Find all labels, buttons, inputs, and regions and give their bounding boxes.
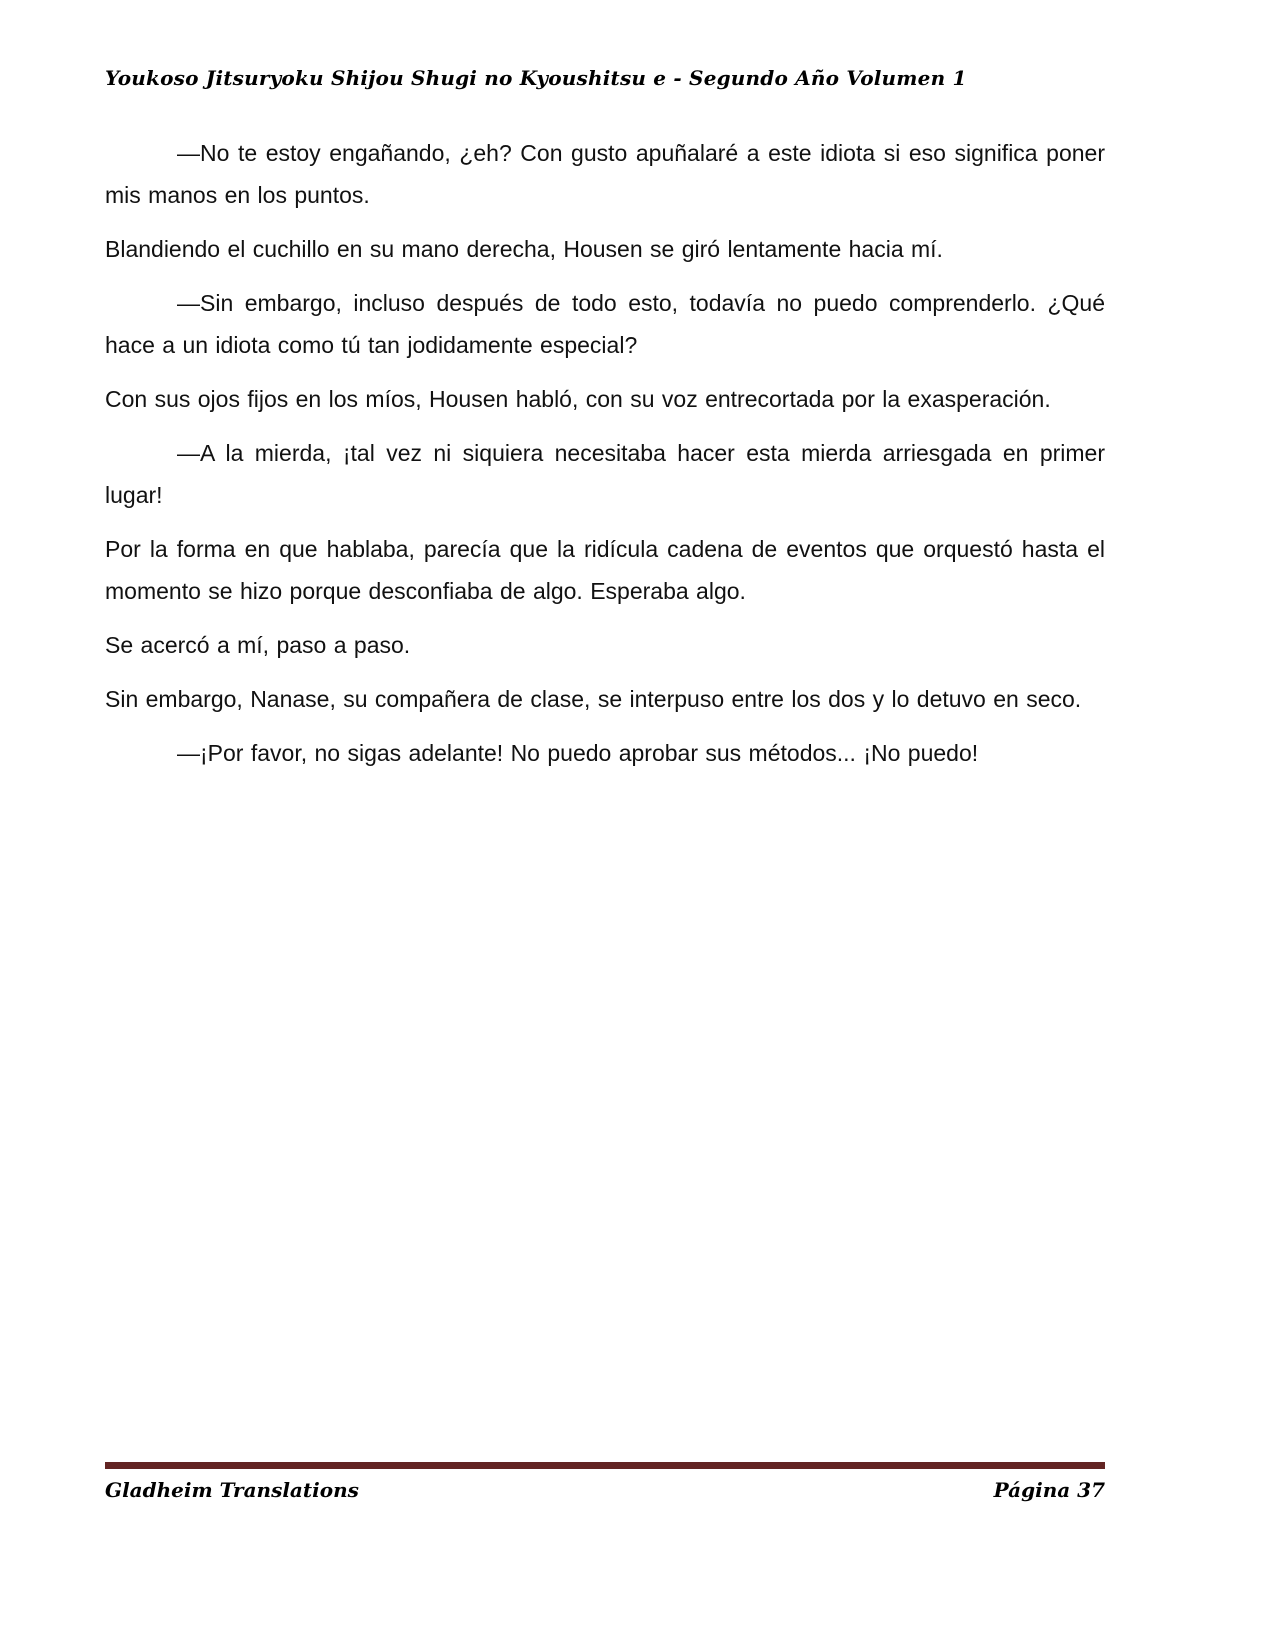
paragraph: Con sus ojos fijos en los míos, Housen habló, con su voz entrecortada por la exasperación. [105, 386, 1051, 412]
footer-rule [105, 1462, 1105, 1469]
page-footer [105, 1462, 1105, 1502]
footer-translator-credit: Gladheim Translations [105, 1478, 359, 1502]
paragraph: Se acercó a mí, paso a paso. [105, 632, 411, 658]
page-body [105, 132, 1105, 786]
footer-page-number: Página 37 [993, 1478, 1105, 1502]
paragraph: —Sin embargo, incluso después de todo esto, todavía no puedo comprenderlo. ¿Qué hace a un idiota como tú tan jodidamente especial? [105, 290, 1105, 358]
paragraph: —No te estoy engañando, ¿eh? Con gusto apuñalaré a este idiota si eso significa poner mis manos en los puntos. [105, 140, 1105, 208]
paragraph: Sin embargo, Nanase, su compañera de clase, se interpuso entre los dos y lo detuvo en seco. [105, 686, 1082, 712]
paragraph: Por la forma en que hablaba, parecía que la ridícula cadena de eventos que orquestó hasta el momento se hizo porque desconfiaba de algo. Esperaba algo. [105, 536, 1105, 604]
page-header-title: Youkoso Jitsuryoku Shijou Shugi no Kyoushitsu e - Segundo Año Volumen 1 [105, 66, 967, 90]
paragraph: —¡Por favor, no sigas adelante! No puedo aprobar sus métodos... ¡No puedo! [177, 740, 979, 766]
paragraph: —A la mierda, ¡tal vez ni siquiera necesitaba hacer esta mierda arriesgada en primer lugar! [105, 440, 1105, 508]
paragraph: Blandiendo el cuchillo en su mano derecha, Housen se giró lentamente hacia mí. [105, 236, 943, 262]
